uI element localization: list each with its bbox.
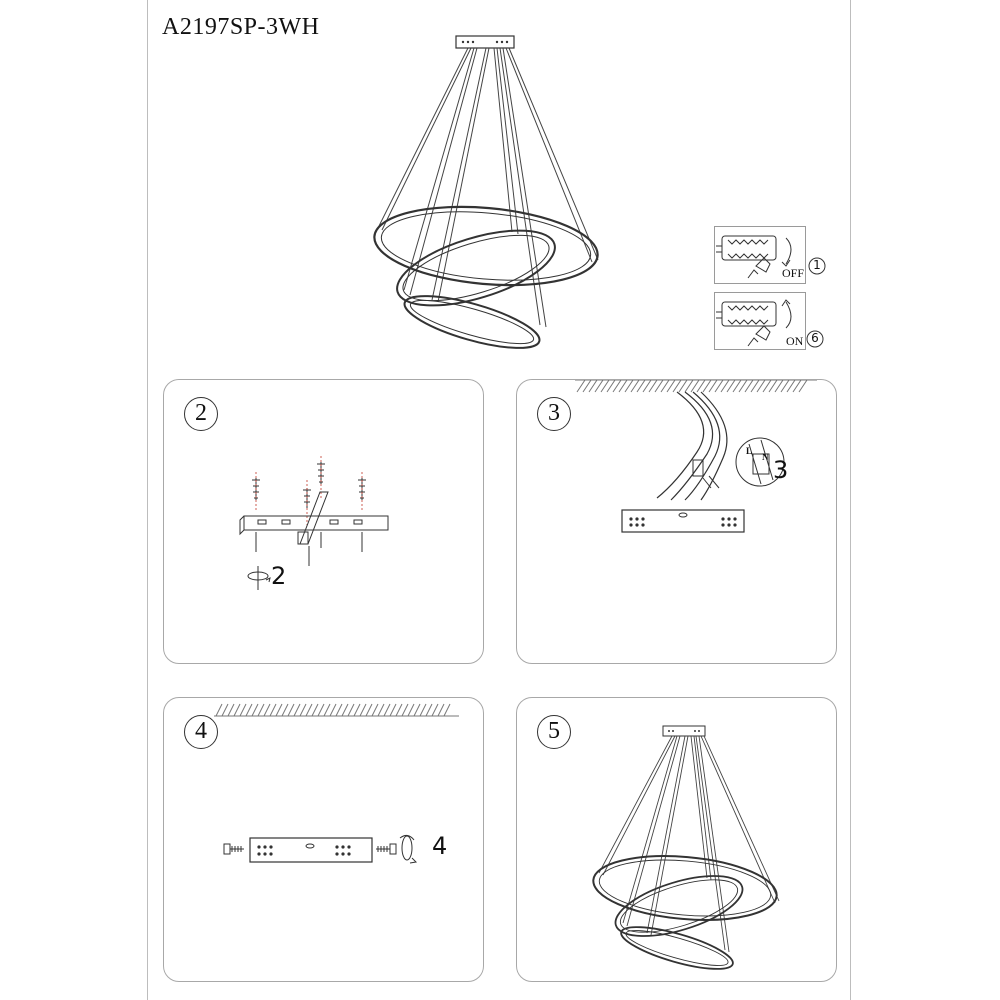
panel-step-2 <box>163 379 484 664</box>
terminal-block-on-icon <box>716 300 791 346</box>
mounting-screws <box>256 532 362 566</box>
step-number-3: 3 <box>537 397 571 431</box>
terminal-block-off-icon <box>716 236 791 278</box>
installed-chandelier-illustration <box>517 698 837 982</box>
step-2-callout: 2 <box>271 562 287 590</box>
wiring-illustration <box>517 380 837 664</box>
step-number-5: 5 <box>537 715 571 749</box>
led-rings <box>591 849 780 977</box>
ceiling-hatch <box>214 704 459 716</box>
screwdriver-rotate-icon <box>400 835 416 863</box>
ceiling-hatch <box>575 380 817 392</box>
step-3-callout: 3 <box>773 456 789 484</box>
panel-step-5 <box>516 697 837 982</box>
driver-box <box>622 510 744 532</box>
wire-label-n: N <box>762 452 769 462</box>
wire-label-l: L <box>746 446 753 456</box>
mounting-bracket <box>240 492 388 544</box>
step-number-4: 4 <box>184 715 218 749</box>
switch-on-label: ON <box>786 334 804 348</box>
supply-wires <box>657 392 727 500</box>
panel-step-3 <box>516 379 837 664</box>
screwdriver-rotate-icon <box>248 566 270 590</box>
panel-step-4 <box>163 697 484 982</box>
model-title: A2197SP-3WH <box>162 14 320 40</box>
step-4-callout: 4 <box>432 832 448 860</box>
switch-off-label: OFF <box>782 266 805 280</box>
step-number-2: 2 <box>184 397 218 431</box>
driver-box <box>250 838 372 862</box>
switch-on-step-number: 6 <box>811 331 819 345</box>
wall-anchors <box>252 462 366 508</box>
mounting-bracket-illustration <box>164 380 484 664</box>
switch-off-step-number: 1 <box>813 258 821 272</box>
